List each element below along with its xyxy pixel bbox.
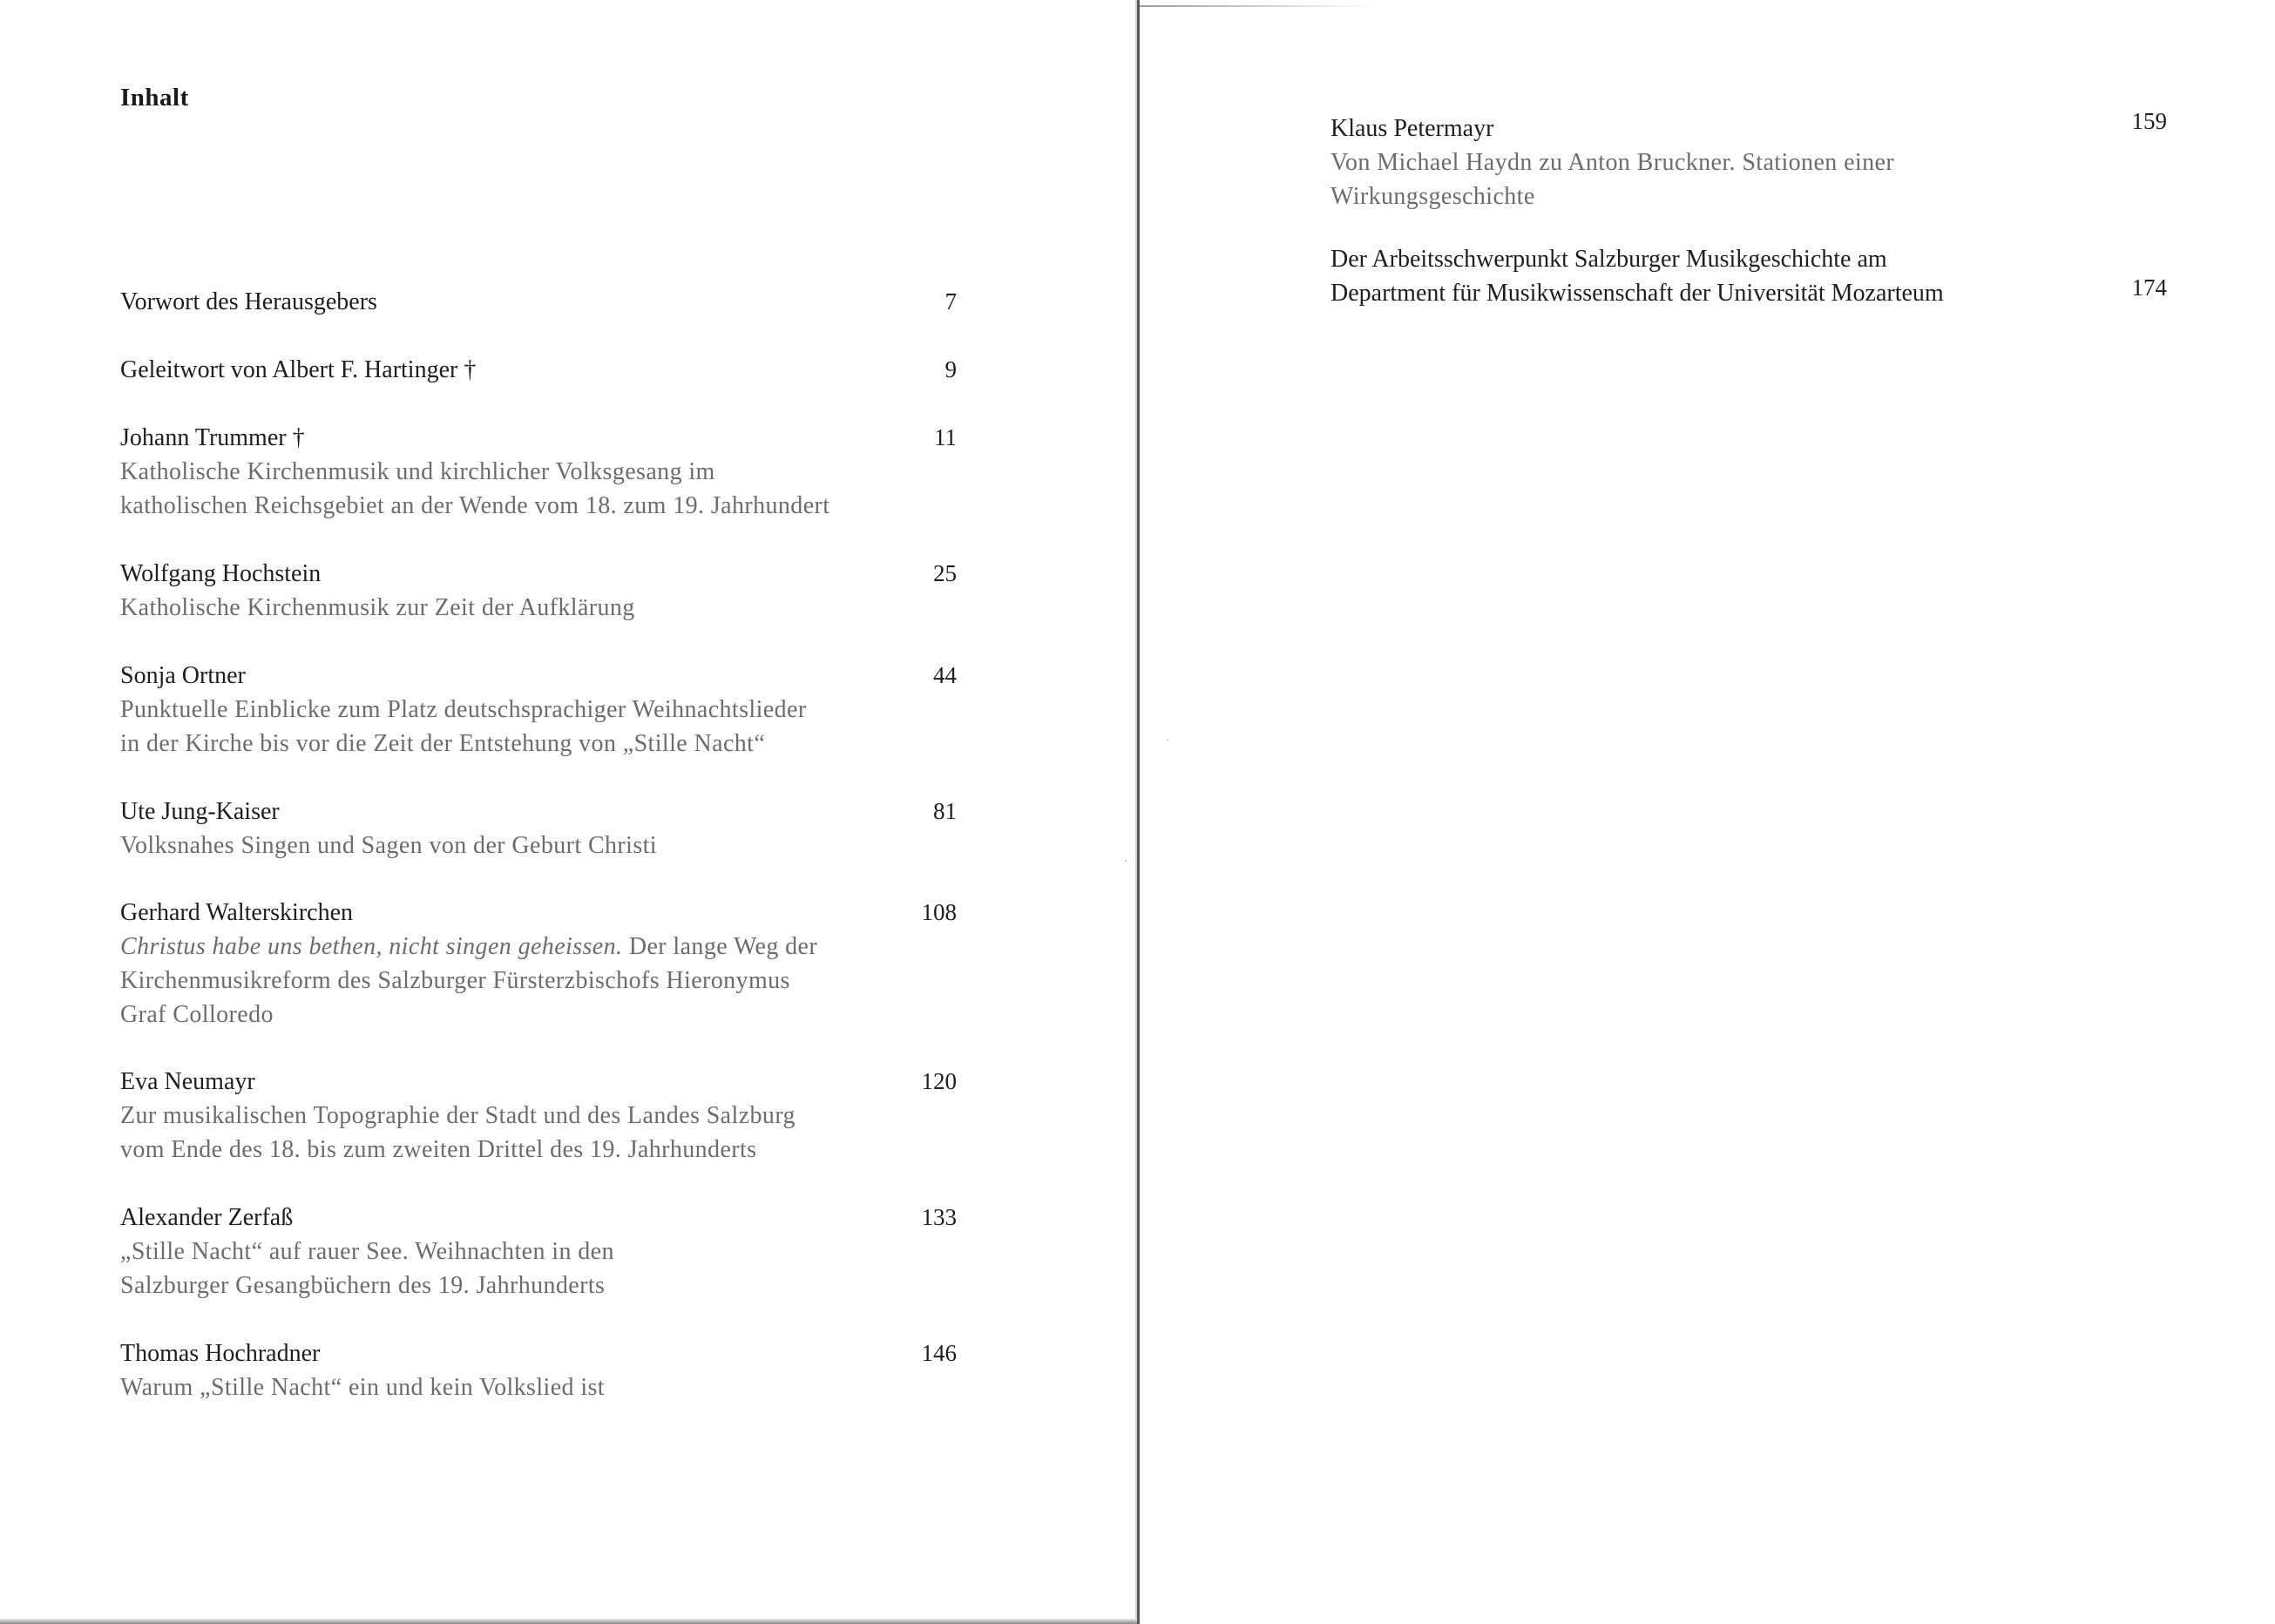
entry-page-number: 44 (933, 662, 957, 688)
toc-entry[interactable] (1330, 242, 2167, 310)
entry-title-line: „Stille Nacht“ auf rauer See. Weihnachten in den (120, 1238, 614, 1265)
entry-title-rest: Der lange Weg der (622, 933, 818, 960)
entry-author: Alexander Zerfaß (120, 1204, 294, 1231)
toc-entry[interactable] (120, 1065, 957, 1167)
entry-author: Sonja Ortner (120, 662, 246, 689)
scan-speck (1167, 739, 1168, 741)
entry-title-line: Graf Colloredo (120, 1001, 274, 1028)
entry-author: Johann Trummer † (120, 424, 305, 451)
entry-author: Vorwort des Herausgebers (120, 288, 377, 315)
toc-entry[interactable] (120, 353, 957, 387)
entry-author: Klaus Petermayr (1330, 115, 1494, 142)
entry-page-number: 7 (945, 288, 957, 315)
entry-title-line: Wirkungsgeschichte (1330, 183, 1535, 210)
entry-title-italic: Christus habe uns bethen, nicht singen geheissen. (120, 933, 623, 960)
entry-author: Gerhard Walterskirchen (120, 899, 353, 926)
entry-author: Eva Neumayr (120, 1068, 255, 1095)
entry-author: Thomas Hochradner (120, 1340, 321, 1367)
entry-author: Ute Jung-Kaiser (120, 798, 280, 825)
scan-speck (1125, 860, 1127, 862)
entry-title-line: in der Kirche bis vor die Zeit der Entstehung von „Stille Nacht“ (120, 730, 766, 757)
toc-entry[interactable] (120, 896, 957, 1032)
entry-author: Wolfgang Hochstein (120, 560, 322, 587)
entry-page-number: 25 (933, 560, 957, 586)
entry-heading-line: Department für Musikwissenschaft der Universität Mozarteum (1330, 280, 1944, 307)
entry-title-line: Von Michael Haydn zu Anton Bruckner. Stationen einer (1330, 149, 1895, 176)
entry-page-number: 174 (2131, 274, 2167, 301)
toc-entry[interactable] (1330, 108, 2167, 213)
toc-entry[interactable] (120, 795, 957, 863)
entry-title-line: Volksnahes Singen und Sagen von der Geburt Christi (120, 832, 657, 859)
entry-title-line: Katholische Kirchenmusik zur Zeit der Aufklärung (120, 594, 635, 621)
entry-title-line: Punktuelle Einblicke zum Platz deutschsprachiger Weihnachtslieder (120, 696, 807, 723)
entry-title-line: vom Ende des 18. bis zum zweiten Drittel des 19. Jahrhunderts (120, 1136, 757, 1163)
toc-entry[interactable] (120, 557, 957, 625)
entry-title-line: Warum „Stille Nacht“ ein und kein Volkslied ist (120, 1374, 605, 1401)
toc-entry[interactable] (120, 659, 957, 761)
entry-page-number: 11 (934, 424, 957, 450)
entry-page-number: 159 (2131, 108, 2167, 134)
entry-title-line: Kirchenmusikreform des Salzburger Fürsterzbischofs Hieronymus (120, 967, 790, 994)
entry-page-number: 133 (921, 1204, 957, 1230)
toc-entry[interactable] (120, 1201, 957, 1303)
entry-title-line: Salzburger Gesangbüchern des 19. Jahrhunderts (120, 1272, 606, 1299)
toc-entry[interactable] (120, 285, 957, 319)
toc-entry[interactable] (120, 1336, 957, 1404)
entry-page-number: 146 (921, 1340, 957, 1366)
entry-title-line: Zur musikalischen Topographie der Stadt und des Landes Salzburg (120, 1102, 796, 1129)
entry-page-number: 81 (933, 798, 957, 824)
page-bottom-edge (0, 1619, 1137, 1624)
entry-author: Geleitwort von Albert F. Hartinger † (120, 356, 477, 383)
entry-page-number: 9 (945, 356, 957, 382)
toc-entry[interactable] (120, 421, 957, 523)
entry-title-line: katholischen Reichsgebiet an der Wende vom 18. zum 19. Jahrhundert (120, 492, 830, 519)
entry-page-number: 120 (921, 1068, 957, 1094)
page-heading: Inhalt (120, 84, 189, 112)
entry-page-number: 108 (921, 899, 957, 925)
entry-heading-line: Der Arbeitsschwerpunkt Salzburger Musikgeschichte am (1330, 246, 1887, 273)
entry-title-line (120, 930, 957, 964)
top-rule (1140, 5, 1375, 7)
entry-title-line: Katholische Kirchenmusik und kirchlicher Volksgesang im (120, 458, 715, 485)
